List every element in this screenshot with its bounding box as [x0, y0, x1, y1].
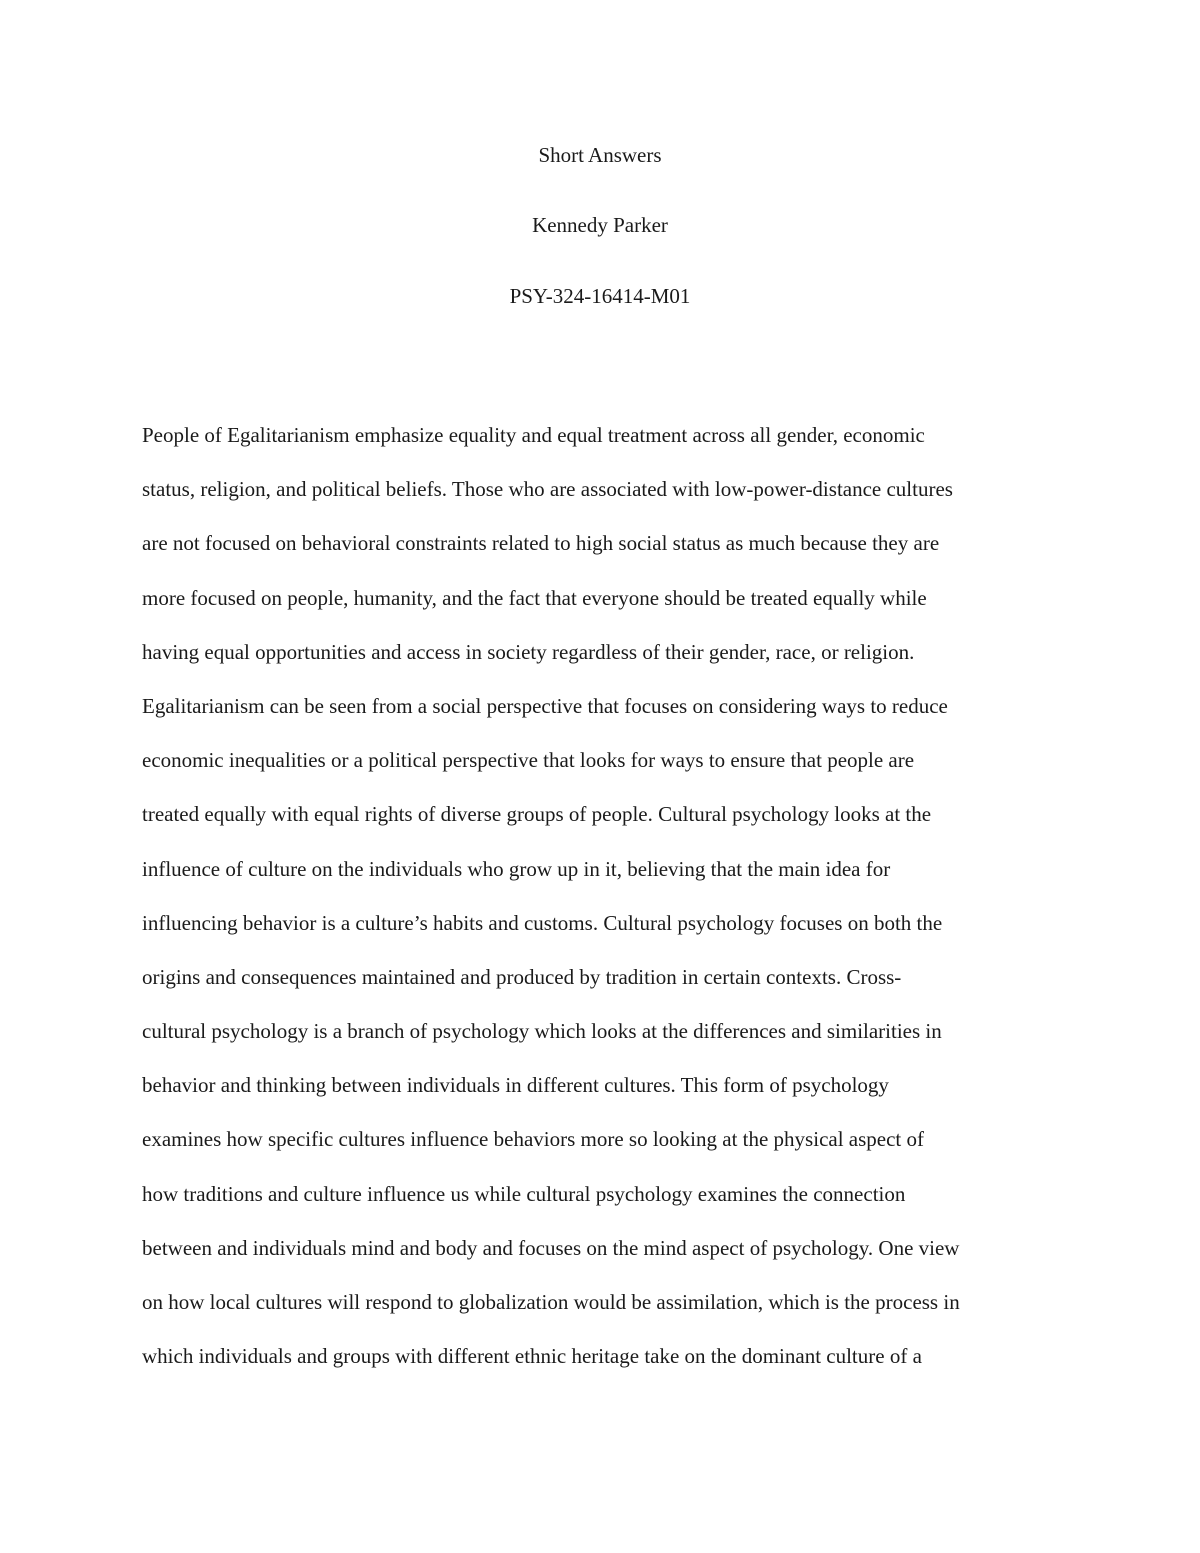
paragraph-line: behavior and thinking between individuals in different cultures. This form of psychology	[142, 1073, 889, 1098]
paragraph-line: are not focused on behavioral constraints related to high social status as much because they are	[142, 531, 940, 556]
paragraph-line: influence of culture on the individuals who grow up in it, believing that the main idea for	[142, 856, 891, 881]
author-name: Kennedy Parker	[532, 213, 668, 237]
paragraph-line: influencing behavior is a culture’s habits and customs. Cultural psychology focuses on both the	[142, 910, 943, 935]
paragraph-line: People of Egalitarianism emphasize equality and equal treatment across all gender, economic	[142, 423, 925, 447]
paragraph-line: economic inequalities or a political perspective that looks for ways to ensure that people are	[142, 748, 915, 773]
paragraph-line: origins and consequences maintained and produced by tradition in certain contexts. Cross-	[142, 964, 902, 989]
paragraph-line: on how local cultures will respond to globalization would be assimilation, which is the process in	[142, 1290, 960, 1314]
body-paragraph	[142, 420, 1082, 1395]
paragraph-line: having equal opportunities and access in society regardless of their gender, race, or religion.	[142, 639, 915, 664]
paragraph-line: how traditions and culture influence us while cultural psychology examines the connection	[142, 1181, 906, 1206]
paragraph-line: which individuals and groups with different ethnic heritage take on the dominant culture of a	[142, 1344, 922, 1369]
paragraph-line: status, religion, and political beliefs. Those who are associated with low-power-distance cultures	[142, 477, 953, 502]
paragraph-line: more focused on people, humanity, and the fact that everyone should be treated equally while	[142, 585, 927, 610]
course-code: PSY-324-16414-M01	[509, 284, 691, 308]
paragraph-line: Egalitarianism can be seen from a social perspective that focuses on considering ways to reduce	[142, 693, 948, 718]
paragraph-line: examines how specific cultures influence behaviors more so looking at the physical aspect of	[142, 1127, 925, 1152]
paragraph-line: between and individuals mind and body and focuses on the mind aspect of psychology. One view	[142, 1235, 960, 1260]
paragraph-line: treated equally with equal rights of diverse groups of people. Cultural psychology looks at the	[142, 802, 932, 827]
paragraph-line: cultural psychology is a branch of psychology which looks at the differences and similarities in	[142, 1019, 942, 1044]
document-title: Short Answers	[538, 143, 662, 167]
